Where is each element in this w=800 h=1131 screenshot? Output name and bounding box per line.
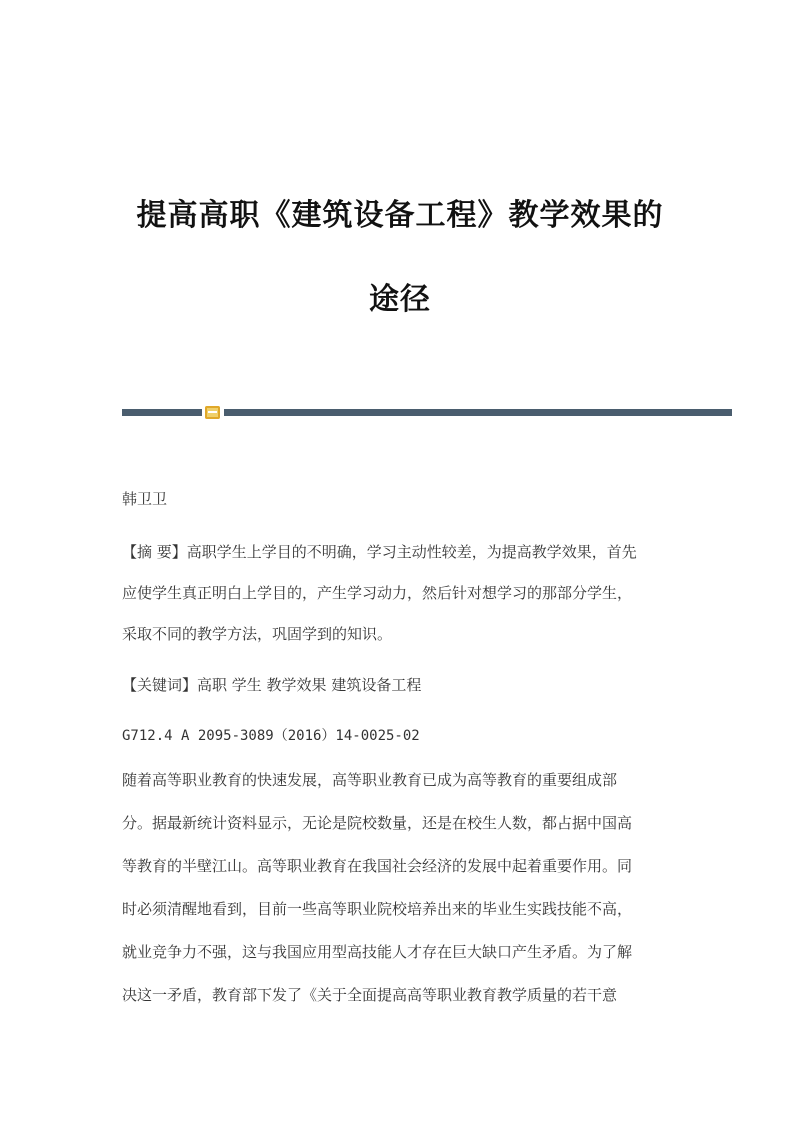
title-divider-left: [122, 409, 202, 416]
keywords-line: [122, 674, 682, 696]
abstract-line-3: 采取不同的教学方法，巩固学到的知识。: [122, 625, 393, 643]
keywords-label: 【关键词】: [122, 676, 198, 694]
body-line-1: 随着高等职业教育的快速发展，高等职业教育已成为高等教育的重要组成部: [122, 771, 618, 789]
abstract-line-1: [122, 541, 682, 563]
author-name: 韩卫卫: [122, 490, 168, 508]
body-line-2: 分。据最新统计资料显示，无论是院校数量，还是在校生人数，都占据中国高: [122, 814, 633, 832]
body-line-6: 决这一矛盾，教育部下发了《关于全面提高高等职业教育教学质量的若干意: [122, 986, 618, 1004]
title-divider-right: [224, 409, 732, 416]
abstract-line-2: 应使学生真正明白上学目的，产生学习动力，然后针对想学习的那部分学生，: [122, 584, 633, 602]
abstract-label: 【摘 要】: [122, 543, 187, 561]
page-title-line-2: 途径: [369, 282, 431, 317]
document-emblem-icon: [205, 406, 220, 419]
abstract-text-1: 高职学生上学目的不明确，学习主动性较差，为提高教学效果，首先: [186, 543, 637, 561]
body-line-4: 时必须清醒地看到，目前一些高等职业院校培养出来的毕业生实践技能不高，: [122, 900, 633, 918]
classification-code: G712.4 A 2095-3089（2016）14-0025-02: [122, 728, 420, 744]
body-line-3: 等教育的半壁江山。高等职业教育在我国社会经济的发展中起着重要作用。同: [122, 857, 633, 875]
body-line-5: 就业竞争力不强，这与我国应用型高技能人才存在巨大缺口产生矛盾。为了解: [122, 943, 633, 961]
keywords-value: 高职 学生 教学效果 建筑设备工程: [197, 676, 422, 694]
page-title-line-1: 提高高职《建筑设备工程》教学效果的: [136, 198, 664, 233]
